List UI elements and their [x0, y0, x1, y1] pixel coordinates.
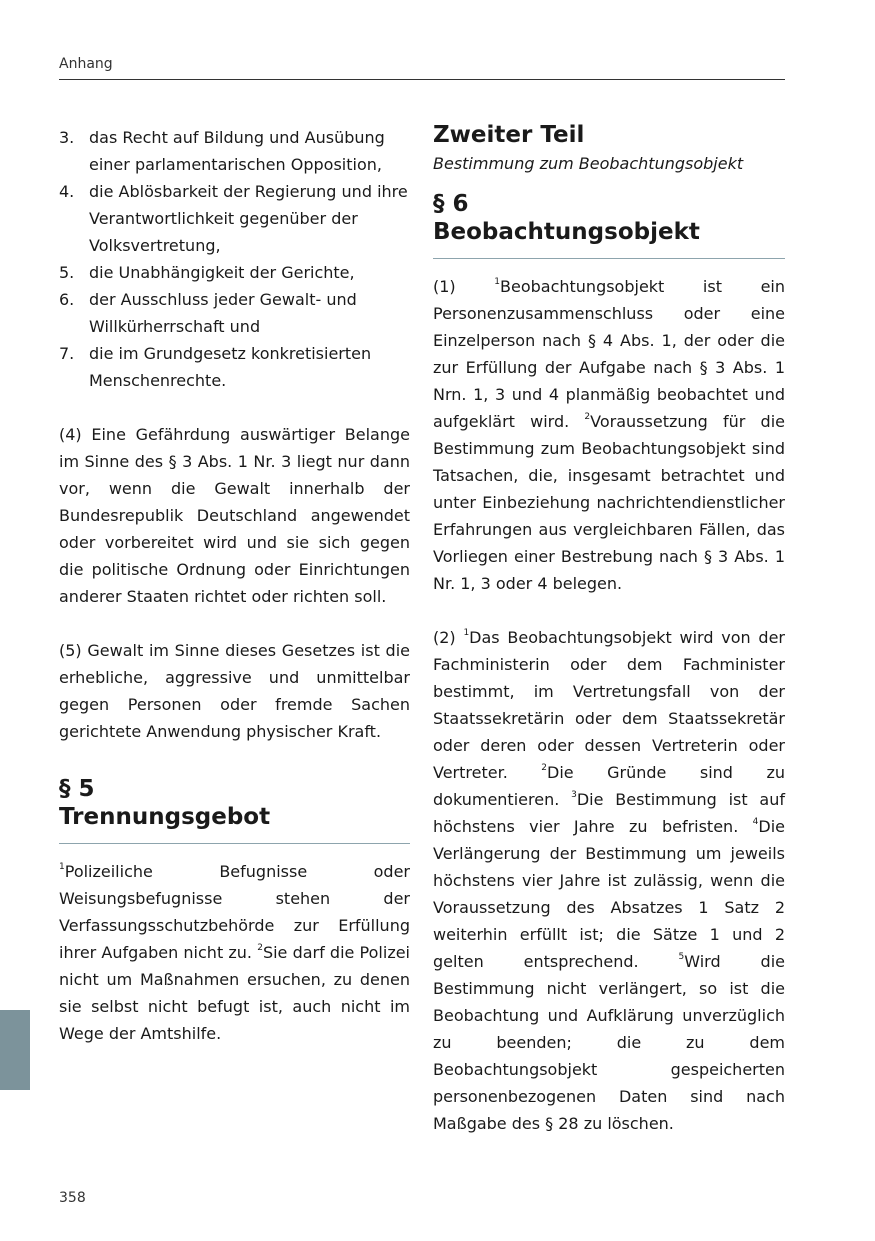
sentence: Sie darf die Polizei nicht um Maßnahmen ersuchen, zu denen sie selbst nicht befugt ist, auch nicht im Wege der Amtshilfe. — [59, 943, 411, 1043]
section-6-paragraph-2 — [433, 624, 785, 1137]
part-title: Zweiter Teil — [433, 122, 585, 148]
section-6-title: Beobachtungsobjekt — [433, 219, 700, 245]
sentence: Voraussetzung für die Bestimmung zum Beobachtungsobjekt sind Tatsachen, die, insgesamt betrachtet und unter Einbeziehung nachrichtendienstlicher Erfahrungen aus vergleichbaren Fällen, das Vorliegen einer Bestrebung nach § 3 Abs. 1 Nr. 1, 3 oder 4 belegen. — [433, 412, 785, 593]
list-item-text: der Ausschluss jeder Gewalt- und Willkürherrschaft und — [89, 290, 357, 336]
sentence-marker: 1 — [463, 627, 470, 638]
list-item-text: das Recht auf Bildung und Ausübung einer parlamentarischen Opposition, — [89, 128, 385, 174]
list-item — [59, 286, 410, 340]
list-item — [59, 124, 410, 178]
sentence-marker: 2 — [584, 411, 591, 422]
thumb-tab — [0, 1010, 30, 1090]
page-number: 358 — [59, 1190, 86, 1206]
left-column — [59, 124, 410, 1047]
list-item-number: 6. — [59, 290, 75, 309]
sentence: Das Beobachtungsobjekt wird von der Fachministerin oder dem Fachminister bestimmt, im Vertretungsfall von der Staatssekretärin oder dem Staatssekretär oder deren oder dessen Vertreterin oder Vertreter. — [433, 628, 786, 782]
sentence: Die Bestimmung ist auf höchstens vier Jahre zu befristen. — [433, 790, 786, 836]
sentence-marker: 5 — [678, 951, 685, 962]
running-header: Anhang — [59, 56, 113, 72]
section-5-title: Trennungsgebot — [59, 804, 271, 830]
list-item-text: die Ablösbarkeit der Regierung und ihre Verantwortlichkeit gegenüber der Volksvertretung, — [89, 182, 408, 255]
part-subtitle: Bestimmung zum Beobachtungsobjekt — [433, 154, 744, 173]
list-item — [59, 259, 410, 286]
list-item-number: 5. — [59, 263, 75, 282]
header-rule — [59, 79, 785, 80]
sentence: Beobachtungsobjekt ist ein Personenzusammenschluss oder eine Einzelperson nach § 4 Abs. 1, der oder die zur Erfüllung der Aufgabe nach § 3 Abs. 1 Nrn. 1, 3 und 4 planmäßig beobachtet und aufgeklärt wird. — [433, 277, 786, 431]
sentence-marker: 2 — [541, 762, 548, 773]
section-5-number: § 5 — [59, 776, 95, 802]
section-6-paragraph-1 — [433, 273, 785, 597]
list-item — [59, 178, 410, 259]
right-column — [433, 118, 785, 1137]
list-item-number: 4. — [59, 182, 75, 201]
section-6-number: § 6 — [433, 191, 469, 217]
sentence-marker: 3 — [571, 789, 577, 800]
paragraph-4: (4) Eine Gefährdung auswärtiger Belange im Sinne des § 3 Abs. 1 Nr. 3 liegt nur dann vor, wenn die Gewalt innerhalb der Bundesrepublik Deutschland angewendet oder vorbereitet wird und sie sich gegen die politische Ordnung oder Einrichtungen anderer Staaten richtet oder richten soll. — [59, 425, 410, 606]
list-item — [59, 340, 410, 394]
sentence: Wird die Bestimmung nicht verlängert, so ist die Beobachtung und Aufklärung unverzüglich zu beenden; die zu dem Beobachtungsobjekt gespeicherten personenbezogenen Daten sind nach Maßgabe des § 28 zu löschen. — [433, 952, 785, 1133]
section-5-text — [59, 858, 410, 1047]
list-item-text: die im Grundgesetz konkretisierten Menschenrechte. — [89, 344, 372, 390]
sentence: Die Gründe sind zu dokumentieren. — [433, 763, 785, 809]
sentence-marker: 1 — [494, 276, 500, 287]
list-item-text: die Unabhängigkeit der Gerichte, — [89, 263, 355, 282]
numbered-list — [59, 124, 410, 394]
sentence: Polizeiliche Befugnisse oder Weisungsbefugnisse stehen der Verfassungsschutzbehörde zur Erfüllung ihrer Aufgaben nicht zu. — [59, 862, 410, 962]
sentence-marker: 1 — [59, 861, 65, 872]
list-item-number: 3. — [59, 128, 75, 147]
sentence-marker: 2 — [257, 942, 263, 953]
list-item-number: 7. — [59, 344, 75, 363]
paragraph-5: (5) Gewalt im Sinne dieses Gesetzes ist die erhebliche, aggressive und unmittelbar gegen Personen oder fremde Sachen gerichtete Anwendung physischer Kraft. — [59, 641, 410, 741]
sentence-marker: 4 — [752, 816, 759, 827]
sentence: Die Verlängerung der Bestimmung um jeweils höchstens vier Jahre ist zulässig, wenn die Voraussetzung des Absatzes 1 Satz 2 weiterhin erfüllt ist; die Sätze 1 und 2 gelten entsprechend. — [433, 817, 785, 971]
paragraph-label: (2) — [433, 628, 464, 647]
paragraph-label: (1) — [433, 277, 495, 296]
